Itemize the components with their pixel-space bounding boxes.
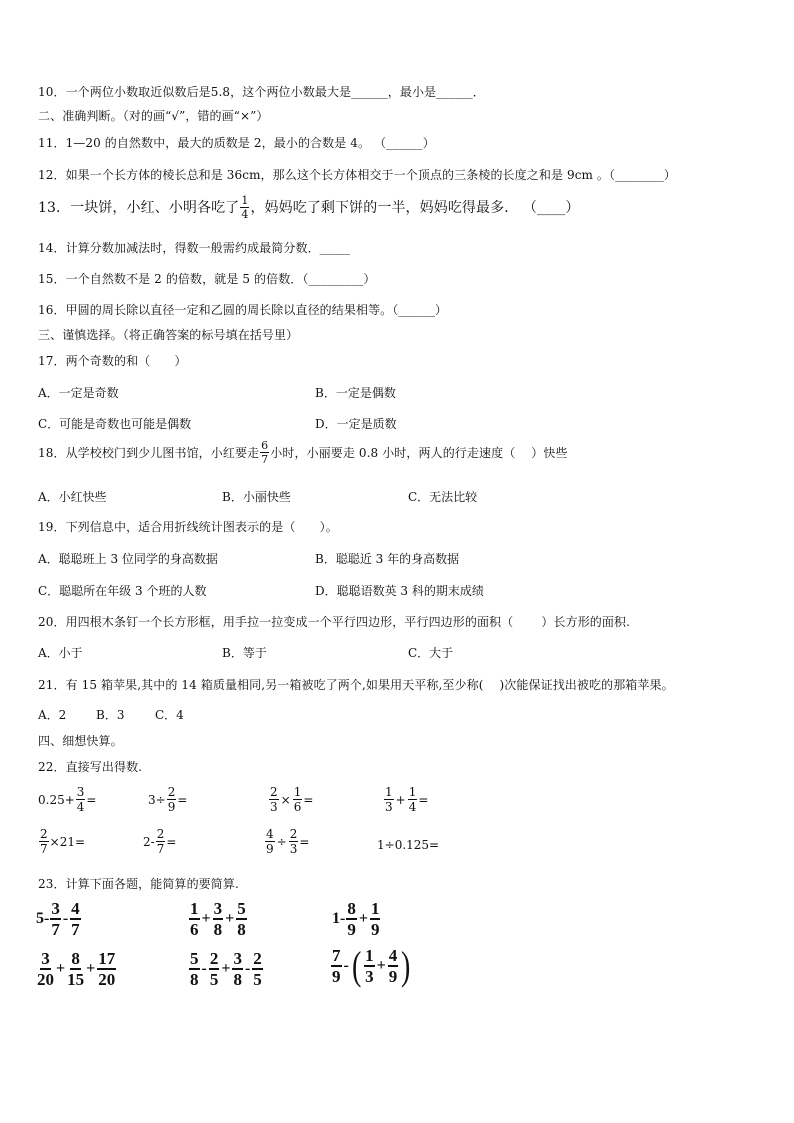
q23-expr-5-f4: $\frac{2}{5}$: [253, 949, 262, 989]
question-22: 22．直接写出得数.: [38, 760, 143, 774]
q22-item-6-fraction: $\frac{2}{7}$: [156, 827, 165, 856]
q17-option-d: D．一定是质数: [315, 417, 397, 431]
q19-option-a: A．聪聪班上 3 位同学的身高数据: [38, 552, 218, 566]
question-11: 11．1—20 的自然数中，最大的质数是 2，最小的合数是 4。 （______）: [38, 136, 435, 150]
question-10: 10．一个两位小数取近似数后是5.8，这个两位小数最大是______，最小是______．: [38, 85, 485, 99]
q23-expr-6-f3: $\frac{4}{9}$: [388, 946, 398, 986]
q22-item-7-fraction-a: $\frac{4}{9}$: [266, 827, 274, 856]
q13-text-b: ，妈妈吃了剩下饼的一半，妈妈吃得最多． （____）: [250, 199, 580, 216]
q23-expr-6-f1: $\frac{7}{9}$: [332, 946, 341, 986]
q13-text-a: 13．一块饼，小红、小明各吃了: [38, 199, 240, 216]
q23-expr-2-f3: $\frac{5}{8}$: [237, 899, 246, 939]
q23-expr-1-f1: $\frac{3}{7}$: [51, 899, 60, 939]
section-3-heading: 三、谨慎选择。（将正确答案的标号填在括号里）: [38, 328, 299, 342]
q23-expr-2-f2: $\frac{3}{8}$: [213, 899, 223, 939]
q22-item-7-fraction-b: $\frac{2}{3}$: [289, 827, 298, 856]
q13-fraction: $\frac{1}{4}$: [241, 194, 249, 221]
q18-text-b: 小时，小丽要走 0.8 小时，两人的行走速度（ ）快些: [270, 445, 568, 460]
q22-item-7: $\frac{4}{9}$ ÷ $\frac{2}{3}$ =: [266, 827, 310, 856]
q18-option-a: A．小红快些: [38, 490, 107, 504]
q22-item-6: 2- $\frac{2}{7}$ =: [143, 827, 177, 856]
question-21: 21．有 15 箱苹果,其中的 14 箱质量相同,另一箱被吃了两个,如果用天平称,至少称( )次能保证找出被吃的那箱苹果。: [38, 678, 674, 692]
q19-option-d: D．聪聪语数英 3 科的期末成绩: [315, 584, 484, 598]
q23-expr-4-f2: $\frac{8}{15}$: [67, 949, 85, 989]
q22-item-4-fraction-a: $\frac{1}{3}$: [385, 785, 393, 814]
section-2-heading: 二、准确判断。（对的画“√”，错的画“×”）: [38, 109, 269, 123]
q19-option-b: B．聪聪近 3 年的身高数据: [315, 552, 460, 566]
question-19: 19．下列信息中，适合用折线统计图表示的是（ ）。: [38, 520, 338, 534]
q17-option-c: C．可能是奇数也可能是偶数: [38, 417, 192, 431]
left-paren: (: [351, 943, 362, 988]
q23-expr-3: 1- $\frac{8}{9}$ + $\frac{1}{9}$: [332, 899, 380, 939]
q22-item-1-fraction: $\frac{3}{4}$: [76, 785, 85, 814]
question-18: [38, 440, 568, 465]
question-15: 15．一个自然数不是 2 的倍数，就是 5 的倍数．（_________）: [38, 272, 376, 286]
q22-item-8: 1÷0.125=: [377, 838, 440, 852]
q20-option-c: C．大于: [408, 646, 454, 660]
q22-item-4: $\frac{1}{3}$ + $\frac{1}{4}$ =: [385, 785, 429, 814]
q23-expr-6-f2: $\frac{1}{3}$: [365, 946, 374, 986]
q23-expr-3-f1: $\frac{8}{9}$: [347, 899, 356, 939]
q18-fraction: $\frac{6}{7}$: [261, 439, 269, 466]
q21-option-c: C．4: [155, 708, 184, 722]
question-13: [38, 195, 580, 220]
q23-expr-1: 5- $\frac{3}{7}$ - $\frac{4}{7}$: [36, 899, 80, 939]
q22-item-3-fraction-a: $\frac{2}{3}$: [270, 785, 278, 814]
q23-expr-6: $\frac{7}{9}$ - ( $\frac{1}{3}$ + $\frac{4}{9}$ ): [332, 943, 411, 988]
question-16: 16．甲圆的周长除以直径一定和乙圆的周长除以直径的结果相等。（______）: [38, 303, 448, 317]
q23-expr-5-f1: $\frac{5}{8}$: [190, 949, 199, 989]
q19-option-c: C．聪聪所在年级 3 个班的人数: [38, 584, 207, 598]
q23-expr-5: $\frac{5}{8}$ - $\frac{2}{5}$ + $\frac{3}{8}$ - $\frac{2}{5}$: [190, 949, 262, 989]
q22-item-5: $\frac{2}{7}$ ×21=: [40, 827, 86, 856]
q22-item-5-fraction: $\frac{2}{7}$: [40, 827, 48, 856]
q21-option-a: A．2: [38, 708, 67, 722]
q23-expr-2-f1: $\frac{1}{6}$: [190, 899, 199, 939]
q18-option-c: C．无法比较: [408, 490, 478, 504]
q23-expr-3-f2: $\frac{1}{9}$: [370, 899, 380, 939]
q23-expr-4: $\frac{3}{20}$ + $\frac{8}{15}$ + $\frac{17}{20}$: [37, 949, 116, 989]
q20-option-b: B．等于: [222, 646, 267, 660]
question-23: 23．计算下面各题，能简算的要简算.: [38, 877, 239, 891]
q21-option-b: B．3: [96, 708, 125, 722]
q23-expr-5-f2: $\frac{2}{5}$: [209, 949, 219, 989]
q22-item-4-fraction-b: $\frac{1}{4}$: [408, 785, 417, 814]
q22-item-3-fraction-b: $\frac{1}{6}$: [293, 785, 302, 814]
right-paren: ): [401, 943, 411, 988]
q22-item-2-fraction: $\frac{2}{9}$: [167, 785, 176, 814]
q23-expr-4-f3: $\frac{17}{20}$: [98, 949, 116, 989]
q22-item-1: 0.25+ $\frac{3}{4}$ =: [38, 785, 97, 814]
q18-option-b: B．小丽快些: [222, 490, 291, 504]
section-4-heading: 四、细想快算。: [38, 734, 123, 748]
q22-item-2: 3÷ $\frac{2}{9}$ =: [148, 785, 188, 814]
q18-text-a: 18．从学校校门到少儿图书馆，小红要走: [38, 445, 260, 460]
question-20: 20．用四根木条钉一个长方形框，用手拉一拉变成一个平行四边形，平行四边形的面积（ ）长方形的面积.: [38, 615, 631, 629]
q23-expr-1-f2: $\frac{4}{7}$: [71, 899, 80, 939]
q17-option-a: A．一定是奇数: [38, 386, 119, 400]
q22-item-3: $\frac{2}{3}$ × $\frac{1}{6}$ =: [270, 785, 314, 814]
q23-expr-4-f1: $\frac{3}{20}$: [37, 949, 54, 989]
q23-expr-2: $\frac{1}{6}$ + $\frac{3}{8}$ + $\frac{5}{8}$: [190, 899, 246, 939]
question-14: 14．计算分数加减法时，得数一般需约成最简分数．_____: [38, 241, 351, 255]
q23-expr-5-f3: $\frac{3}{8}$: [233, 949, 242, 989]
question-17: 17．两个奇数的和（ ）: [38, 354, 187, 368]
q17-option-b: B．一定是偶数: [315, 386, 396, 400]
question-12: 12．如果一个长方体的棱长总和是 36cm，那么这个长方体相交于一个顶点的三条棱的长度之和是 9cm 。（________）: [38, 168, 677, 182]
q20-option-a: A．小于: [38, 646, 83, 660]
